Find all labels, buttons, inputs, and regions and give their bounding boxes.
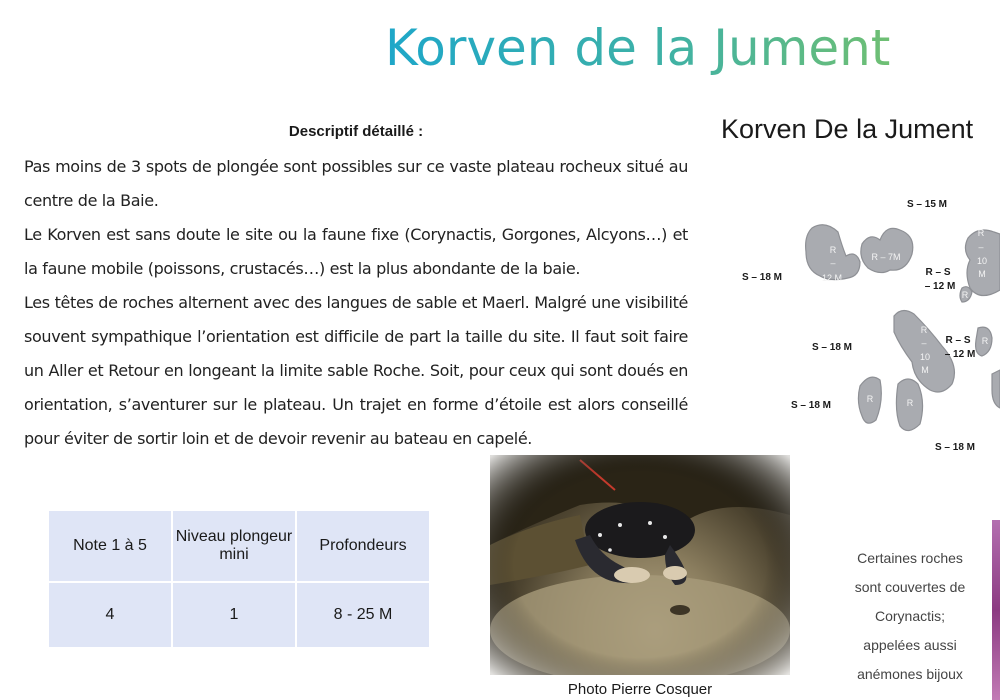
- map-label-rock: 10: [976, 256, 988, 266]
- site-map-drawing: [730, 180, 1000, 460]
- description-body: [24, 150, 688, 456]
- map-label-rock: R: [920, 325, 928, 335]
- side-caption-line: Corynactis;: [874, 608, 946, 624]
- rock-shape: [992, 370, 1000, 408]
- lobster-photo: [490, 455, 790, 675]
- dive-site-map: [730, 180, 1000, 460]
- side-caption-line: sont couvertes de: [854, 579, 966, 595]
- edge-photo-strip: [992, 520, 1000, 700]
- value-level: 1: [172, 582, 296, 648]
- dive-info-table: [47, 509, 431, 649]
- description-paragraph: Les têtes de roches alternent avec des langues de sable et Maerl. Malgré une visibilité souvent sympathique l’orientation est difficile de part la taille du site. Il faut soit faire un Aller et Retour en longeant la limite sable Roche. Soit, pour ceux qui sont doués en orientation, s’aventurer sur le plateau. Un trajet en forme d’étoile est alors conseillé pour éviter de sortir loin et de devoir revenir au bateau en capelé.: [24, 293, 688, 448]
- side-caption-line: appelées aussi: [863, 637, 957, 653]
- map-label-rock-sand: – 12 M: [944, 349, 976, 360]
- map-label-sand: S – 15 M: [906, 199, 948, 210]
- description-heading: Descriptif détaillé :: [288, 123, 424, 140]
- map-label-sand: S – 18 M: [790, 400, 832, 411]
- map-label-rock: –: [921, 338, 927, 348]
- map-label-rock: M: [921, 365, 929, 375]
- map-label-rock: 10: [919, 352, 931, 362]
- side-caption: [838, 544, 982, 689]
- side-caption-line: Certaines roches: [857, 550, 963, 566]
- map-label-rock: R: [906, 398, 914, 408]
- map-title: Korven De la Jument: [721, 114, 974, 144]
- description-paragraph: Le Korven est sans doute le site ou la faune fixe (Corynactis, Gorgones, Alcyons…) et la faune mobile (poissons, crustacés…) est la plus abondante de la baie.: [24, 225, 688, 278]
- page-title: Korven de la Jument: [385, 19, 891, 77]
- rock-shape: [861, 228, 913, 272]
- map-label-rock: M: [978, 269, 986, 279]
- map-label-sand: S – 18 M: [934, 442, 976, 453]
- header-note: Note 1 à 5: [48, 510, 172, 582]
- map-label-rock: R: [961, 290, 969, 300]
- map-label-rock: R: [829, 245, 837, 255]
- map-label-sand: S – 18 M: [811, 342, 853, 353]
- map-label-rock: 12 M: [821, 273, 843, 283]
- table-header-row: [48, 510, 430, 582]
- map-label-rock: R – 7M: [871, 252, 901, 262]
- map-label-rock-sand: R – S: [925, 267, 951, 278]
- map-label-rock: –: [830, 258, 836, 268]
- map-label-rock: R: [866, 394, 874, 404]
- description-paragraph: Pas moins de 3 spots de plongée sont possibles sur ce vaste plateau rocheux situé au centre de la Baie.: [24, 157, 688, 210]
- map-label-rock-sand: R – S: [945, 335, 971, 346]
- photo-caption: Photo Pierre Cosquer: [567, 681, 713, 698]
- map-label-rock: –: [978, 242, 984, 252]
- header-level: Niveau plongeur mini: [172, 510, 296, 582]
- header-depth: Profondeurs: [296, 510, 430, 582]
- map-label-sand: S – 18 M: [741, 272, 783, 283]
- map-label-rock: R: [981, 336, 989, 346]
- lobster-illustration: [490, 455, 790, 675]
- side-caption-line: anémones bijoux: [857, 666, 963, 682]
- value-depth: 8 - 25 M: [296, 582, 430, 648]
- map-label-rock: R: [977, 228, 985, 238]
- table-row: [48, 582, 430, 648]
- value-note: 4: [48, 582, 172, 648]
- map-label-rock-sand: – 12 M: [924, 281, 956, 292]
